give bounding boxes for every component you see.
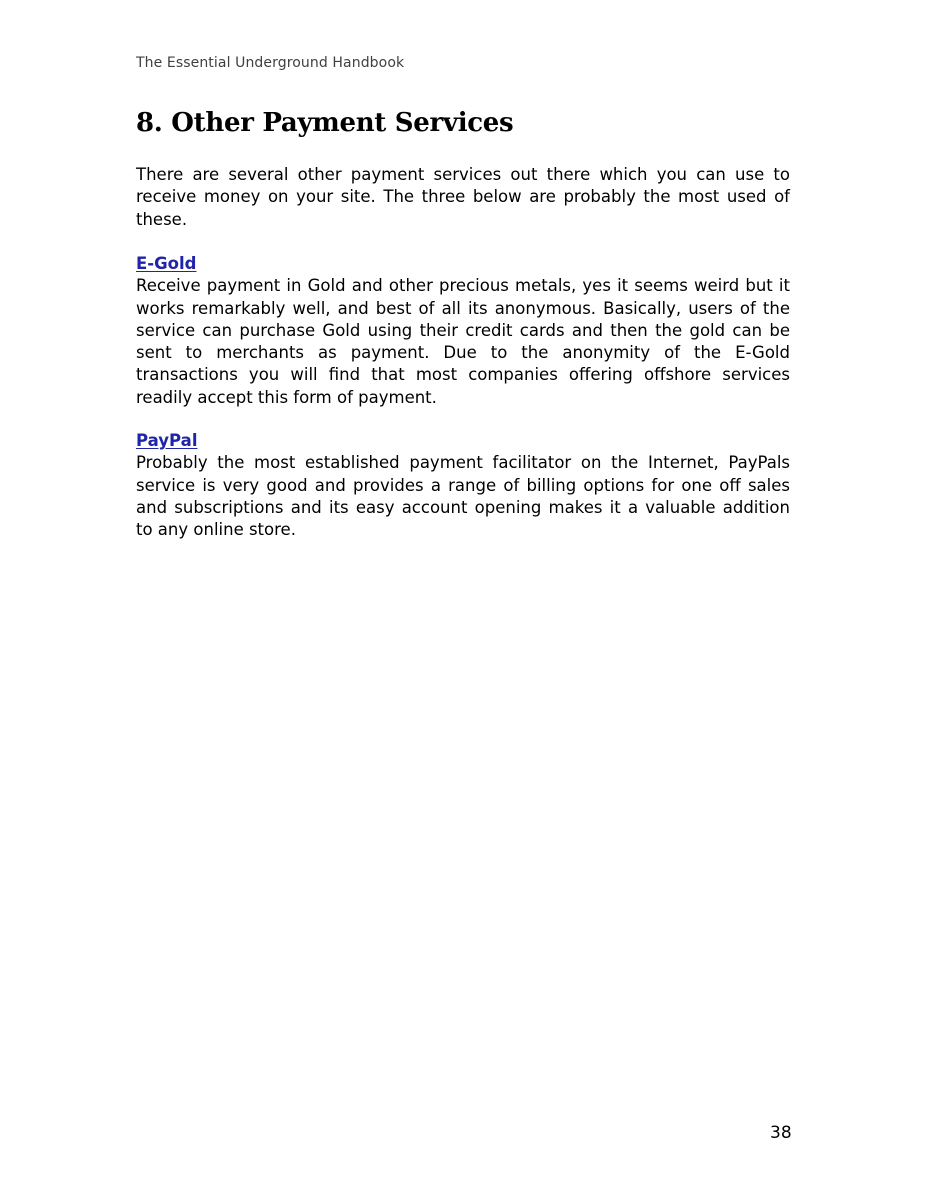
egold-description: Receive payment in Gold and other precious metals, yes it seems weird but it works remarkably well, and best of all its anonymous. Basically, users of the service can purchase Gold using their credit cards and then the gold can be sent to merchants as payment. Due to the anonymity of the E-Gold transactions you will find that most companies offering offshore services readily accept this form of payment.	[136, 276, 790, 407]
egold-link[interactable]: E-Gold	[136, 254, 197, 273]
page-title: 8. Other Payment Services	[136, 108, 514, 138]
paypal-link[interactable]: PayPal	[136, 431, 198, 450]
section-paypal	[136, 430, 790, 541]
running-header: The Essential Underground Handbook	[136, 55, 405, 71]
page-number: 38	[770, 1123, 792, 1143]
section-egold	[136, 253, 790, 409]
intro-paragraph: There are several other payment services out there which you can use to receive money on your site. The three below are probably the most used of these.	[136, 165, 790, 229]
paypal-description: Probably the most established payment facilitator on the Internet, PayPals service is very good and provides a range of billing options for one off sales and subscriptions and its easy account opening makes it a valuable addition to any online store.	[136, 453, 790, 540]
